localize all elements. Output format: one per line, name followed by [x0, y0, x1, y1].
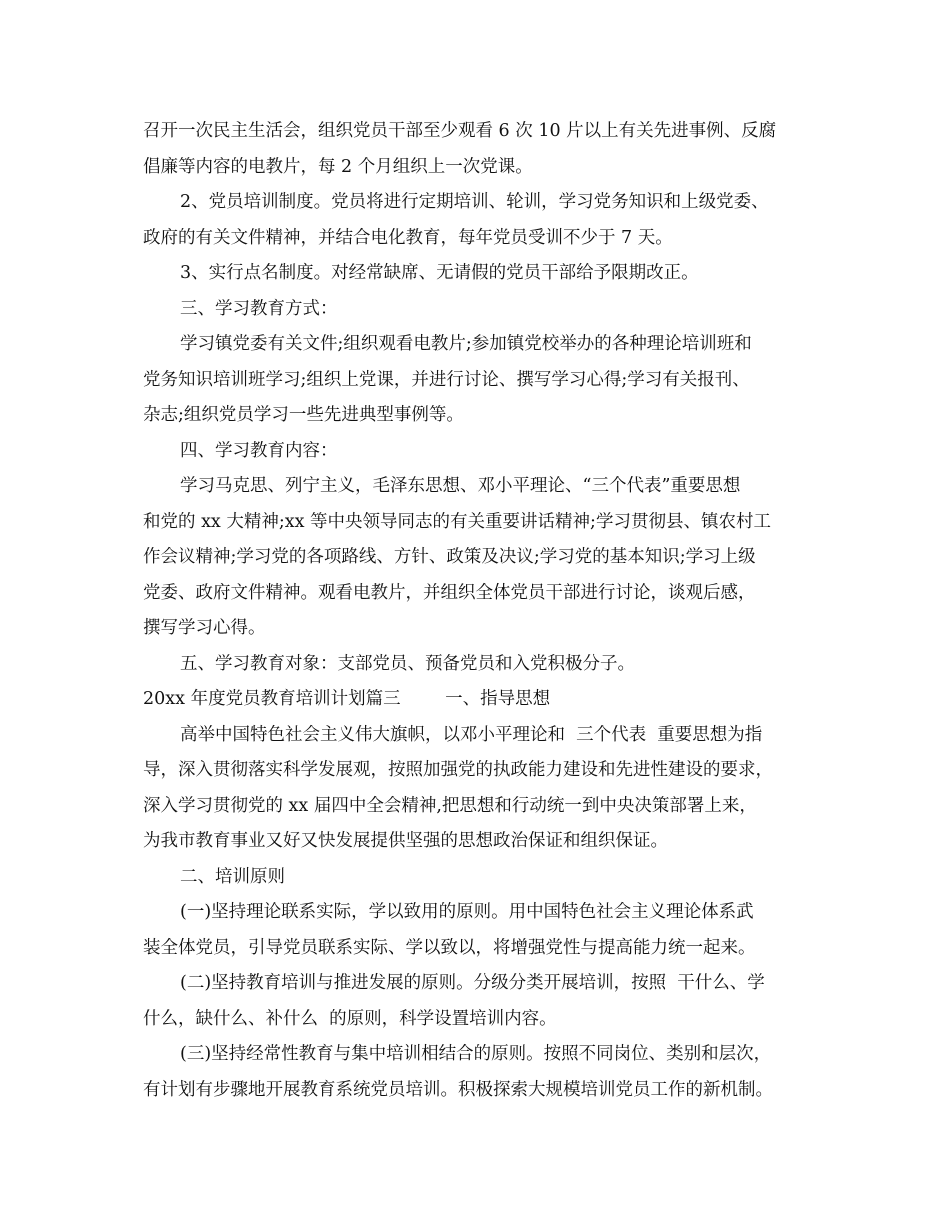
text-line: (二)坚持教育培训与推进发展的原则。分级分类开展培训，按照 干什么、学	[180, 973, 765, 993]
document-title-line: 20xx 年度党员教育培训计划篇三 一、指导思想	[143, 689, 551, 709]
text-line: 高举中国特色社会主义伟大旗帜，以邓小平理论和 三个代表 重要思想为指	[180, 724, 763, 745]
text-line: (三)坚持经常性教育与集中培训相结合的原则。按照不同岗位、类别和层次，	[180, 1044, 772, 1064]
text-line: 倡廉等内容的电教片，每 2 个月组织上一次党课。	[143, 156, 533, 177]
text-line: 杂志;组织党员学习一些先进典型事例等。	[143, 405, 464, 425]
text-line: 党务知识培训班学习;组织上党课，并进行讨论、撰写学习心得;学习有关报刊、	[143, 369, 750, 390]
text-line: 有计划有步骤地开展教育系统党员培训。积极探索大规模培训党员工作的新机制。	[143, 1079, 773, 1100]
section-heading: 四、学习教育内容：	[180, 440, 338, 461]
document-body	[143, 114, 809, 1108]
text-line: (一)坚持理论联系实际，学以致用的原则。用中国特色社会主义理论体系武	[180, 902, 754, 922]
text-line: 深入学习贯彻党的 xx 届四中全会精神,把思想和行动统一到中央决策部署上来，	[143, 795, 757, 816]
section-heading: 五、学习教育对象：支部党员、预备党员和入党积极分子。	[180, 653, 635, 674]
text-line: 政府的有关文件精神，并结合电化教育，每年党员受训不少于 7 天。	[143, 227, 673, 248]
text-line: 装全体党员，引导党员联系实际、学以致以，将增强党性与提高能力统一起来。	[143, 937, 756, 958]
text-line: 什么，缺什么、补什么 的原则，科学设置培训内容。	[143, 1008, 557, 1029]
section-heading: 三、学习教育方式：	[180, 298, 338, 319]
text-line: 2、党员培训制度。党员将进行定期培训、轮训，学习党务知识和上级党委、	[180, 192, 769, 212]
text-line: 导，深入贯彻落实科学发展观，按照加强党的执政能力建设和先进性建设的要求，	[143, 760, 773, 780]
text-line: 学习镇党委有关文件;组织观看电教片;参加镇党校举办的各种理论培训班和	[180, 334, 752, 354]
section-heading: 二、培训原则	[180, 866, 285, 887]
text-line: 学习马克思、列宁主义，毛泽东思想、邓小平理论、“三个代表”重要思想	[180, 476, 741, 496]
text-line: 党委、政府文件精神。观看电教片，并组织全体党员干部进行讨论，谈观后感，	[143, 582, 756, 603]
text-line: 撰写学习心得。	[143, 618, 266, 638]
text-line: 和党的 xx 大精神;xx 等中央领导同志的有关重要讲话精神;学习贯彻县、镇农村工	[143, 511, 771, 532]
text-line: 作会议精神;学习党的各项路线、方针、政策及决议;学习党的基本知识;学习上级	[143, 547, 756, 567]
text-line: 3、实行点名制度。对经常缺席、无请假的党员干部给予限期改正。	[180, 263, 699, 283]
text-line: 召开一次民主生活会，组织党员干部至少观看 6 次 10 片以上有关先进事例、反腐	[143, 121, 777, 141]
text-line: 为我市教育事业又好又快发展提供坚强的思想政治保证和组织保证。	[143, 831, 668, 851]
